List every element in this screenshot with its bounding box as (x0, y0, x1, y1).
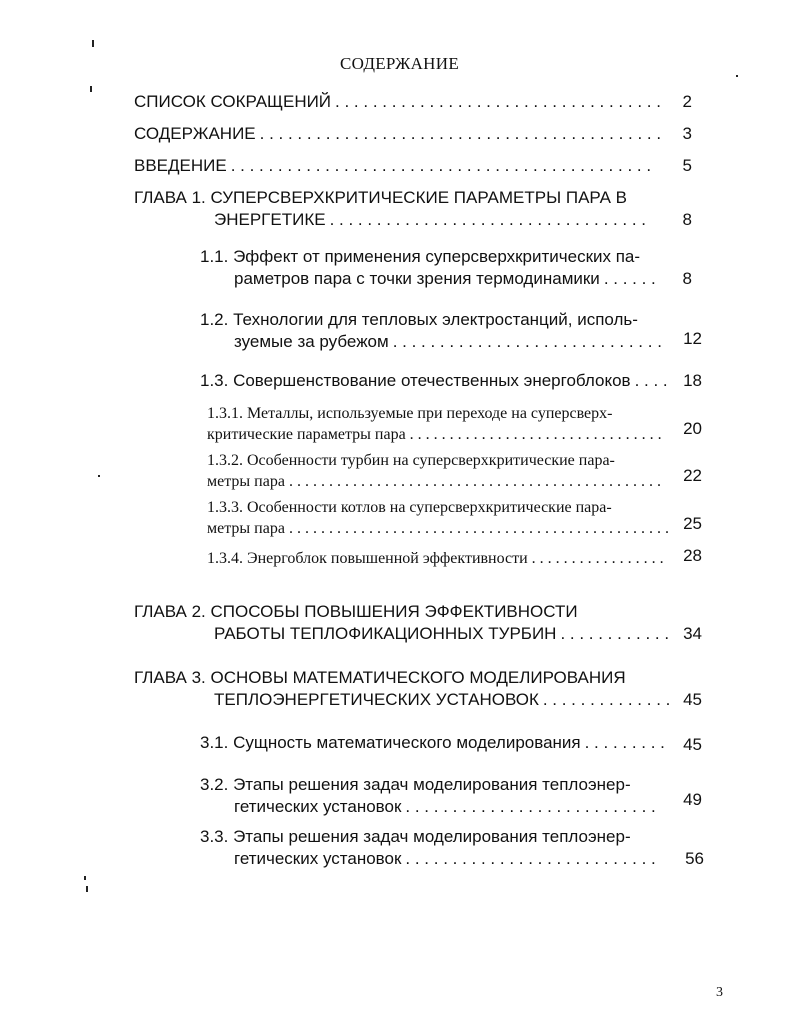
leader-dots (560, 623, 674, 645)
toc-entry-text: 1.3. Совершенствование отечественных энергоблоков (200, 371, 631, 390)
toc-entry-text: СПИСОК СОКРАЩЕНИЙ (134, 92, 332, 111)
leader-dots (393, 331, 662, 353)
toc-page-number: 12 (683, 329, 702, 348)
toc-entry-text: 1.3.4. Энергоблок повышенной эффективности (207, 550, 528, 567)
toc-entry-text: 3.1. Сущность математического моделирования (200, 733, 581, 752)
leader-dots (289, 518, 668, 539)
toc-entry[interactable] (207, 403, 666, 445)
scan-speck (92, 40, 94, 47)
toc-page-number: 45 (683, 735, 702, 754)
leader-dots (405, 848, 662, 870)
toc-entry[interactable] (200, 774, 660, 818)
scan-speck (736, 75, 738, 77)
toc-page-number: 8 (682, 269, 692, 288)
leader-dots (585, 732, 670, 754)
toc-entry-text: 1.3.1. Металлы, используемые при переходе на суперсверх- (207, 405, 613, 422)
toc-entry-text: метры пара (207, 520, 285, 537)
toc-entry-text: РАБОТЫ ТЕПЛОФИКАЦИОННЫХ ТУРБИН (214, 624, 557, 643)
toc-entry-text: 3.3. Этапы решения задач моделирования теплоэнер- (200, 827, 631, 846)
toc-entry-text: ЭНЕРГЕТИКЕ (214, 210, 326, 229)
toc-entry[interactable] (200, 826, 662, 870)
toc-entry-text: 1.1. Эффект от применения суперсверхкритических па- (200, 247, 641, 266)
toc-entry[interactable] (200, 732, 670, 754)
toc-page-number: 56 (685, 849, 704, 868)
scan-speck (98, 475, 100, 477)
scan-speck (90, 86, 92, 92)
toc-page-number: 25 (683, 514, 702, 533)
toc-entry-text: ГЛАВА 1. СУПЕРСВЕРХКРИТИЧЕСКИЕ ПАРАМЕТРЫ ПАРА В (134, 188, 628, 207)
page-number-footer: 3 (716, 985, 723, 1000)
toc-entry[interactable] (134, 667, 669, 711)
toc-entry-text: ВВЕДЕНИЕ (134, 156, 227, 175)
leader-dots (335, 91, 664, 113)
toc-page-number: 3 (682, 124, 692, 143)
toc-entry-text: раметров пара с точки зрения термодинамики (234, 269, 600, 288)
toc-page-number: 22 (683, 466, 702, 485)
leader-dots (260, 123, 664, 145)
leader-dots (543, 689, 669, 711)
toc-entry[interactable] (200, 309, 662, 353)
page-title: СОДЕРЖАНИЕ (339, 54, 460, 73)
leader-dots (289, 471, 666, 492)
toc-page-number: 5 (682, 156, 692, 175)
toc-page-number: 18 (683, 371, 702, 390)
toc-entry-text: ГЛАВА 3. ОСНОВЫ МАТЕМАТИЧЕСКОГО МОДЕЛИРОВАНИЯ (134, 668, 626, 687)
toc-page-number: 49 (683, 790, 702, 809)
toc-page-number: 28 (683, 546, 702, 565)
toc-entry[interactable] (207, 548, 668, 569)
scan-speck (84, 876, 86, 880)
toc-entry-text: 1.3.2. Особенности турбин на суперсверхкритические пара- (207, 452, 615, 469)
toc-page-number: 2 (682, 92, 692, 111)
toc-entry-text: зуемые за рубежом (234, 332, 389, 351)
leader-dots (231, 155, 657, 177)
toc-entry[interactable] (207, 497, 668, 539)
leader-dots (330, 209, 648, 231)
toc-page-number: 34 (683, 624, 702, 643)
toc-entry-text: критические параметры пара (207, 426, 406, 443)
toc-entry-text: СОДЕРЖАНИЕ (134, 124, 256, 143)
toc-page-number: 20 (683, 419, 702, 438)
toc-entry[interactable] (200, 246, 662, 290)
toc-entry-text: 3.2. Этапы решения задач моделирования теплоэнер- (200, 775, 631, 794)
leader-dots (410, 424, 666, 445)
toc-entry-text: гетических установок (234, 797, 402, 816)
toc-entry[interactable] (207, 450, 666, 492)
toc-entry[interactable] (134, 91, 664, 113)
leader-dots (405, 796, 660, 818)
leader-dots (532, 548, 668, 569)
toc-entry-text: ТЕПЛОЭНЕРГЕТИЧЕСКИХ УСТАНОВОК (214, 690, 539, 709)
toc-entry-text: 1.2. Технологии для тепловых электростанций, исполь- (200, 310, 638, 329)
toc-entry-text: метры пара (207, 473, 285, 490)
toc-entry[interactable] (134, 187, 674, 231)
toc-entry[interactable] (134, 601, 674, 645)
toc-entry[interactable] (134, 123, 664, 145)
scan-speck (86, 886, 88, 892)
toc-entry[interactable] (200, 370, 670, 392)
toc-entry-text: гетических установок (234, 849, 402, 868)
toc-entry-text: ГЛАВА 2. СПОСОБЫ ПОВЫШЕНИЯ ЭФФЕКТИВНОСТИ (134, 602, 578, 621)
toc-page-number: 8 (682, 210, 692, 229)
toc-page-number: 45 (683, 690, 702, 709)
toc-entry-text: 1.3.3. Особенности котлов на суперсверхкритические пара- (207, 499, 612, 516)
toc-entry[interactable] (134, 155, 657, 177)
